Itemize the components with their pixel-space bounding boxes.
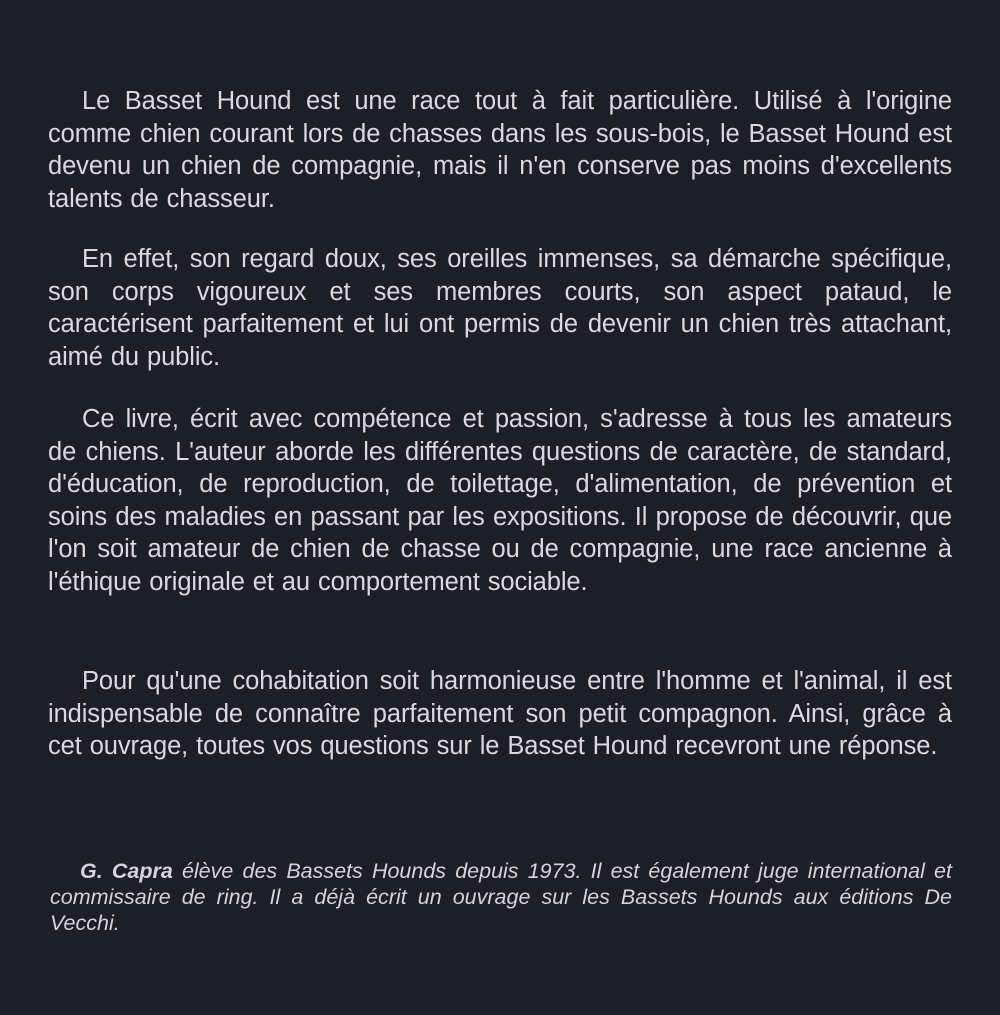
paragraph-conclusion: [48, 665, 952, 763]
paragraph-text: Le Basset Hound est une race tout à fait particulière. Utilisé à l'origine comme chien courant lors de chasses dans les sous-bois, le Basset Hound est devenu un chien de compagnie, mais il n'en conserve pas moins d'excellents talents de chasseur.: [48, 87, 952, 213]
author-bio-body: élève des Bassets Hounds depuis 1973. Il est également juge international et commissaire de ring. Il a déjà écrit un ouvrage sur les Bassets Hounds aux éditions De Vecchi.: [50, 859, 952, 935]
paragraph-text: En effet, son regard doux, ses oreilles immenses, sa démarche spécifique, son corps vigoureux et ses membres courts, son aspect pataud, le caractérisent parfaitement et lui ont permis de devenir un chien très attachant, aimé du public.: [48, 245, 952, 371]
author-bio: [50, 858, 952, 936]
paragraph-description: [48, 243, 952, 373]
author-name: G. Capra: [80, 859, 173, 883]
paragraph-text: Ce livre, écrit avec compétence et passion, s'adresse à tous les amateurs de chiens. L'auteur aborde les différentes questions de caractère, de standard, d'éducation, de reproduction, de toilettage, d'alimentation, de prévention et soins des maladies en passant par les expositions. Il propose de découvrir, que l'on soit amateur de chien de chasse ou de compagnie, une race ancienne à l'éthique originale et au comportement sociable.: [48, 405, 952, 596]
paragraph-text: Pour qu'une cohabitation soit harmonieuse entre l'homme et l'animal, il est indispensable de connaître parfaitement son petit compagnon. Ainsi, grâce à cet ouvrage, toutes vos questions sur le Basset Hound recevront une réponse.: [48, 667, 952, 760]
author-bio-text: [50, 858, 952, 936]
paragraph-book-summary: [48, 403, 952, 598]
paragraph-intro: [48, 85, 952, 215]
